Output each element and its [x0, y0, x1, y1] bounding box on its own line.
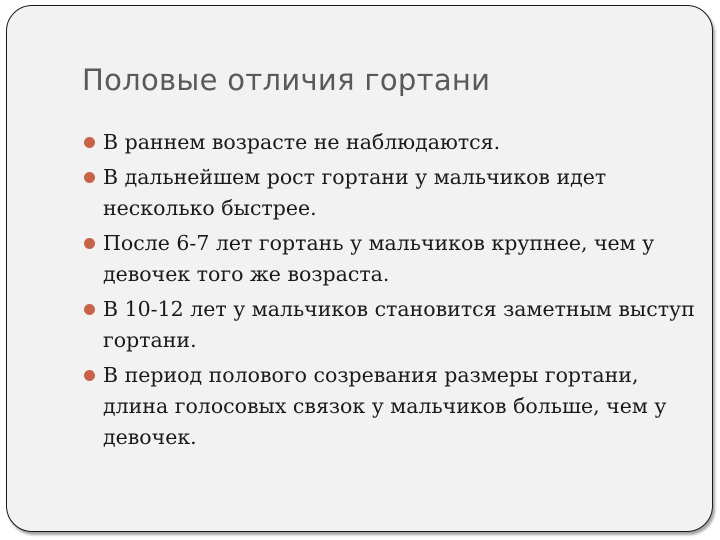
bullet-text: В 10-12 лет у мальчиков становится заметным выступ гортани. — [103, 297, 695, 352]
bullet-dot-icon — [84, 304, 95, 315]
bullet-dot-icon — [84, 370, 95, 381]
bullet-text: После 6-7 лет гортань у мальчиков крупнее, чем у девочек того же возраста. — [103, 231, 655, 286]
bullet-item — [84, 127, 704, 158]
bullet-dot-icon — [84, 172, 95, 183]
bullet-item — [84, 162, 704, 224]
bullet-dot-icon — [84, 238, 95, 249]
bullet-item — [84, 294, 704, 356]
bullet-list — [84, 127, 704, 457]
bullet-text: В раннем возрасте не наблюдаются. — [103, 130, 501, 154]
bullet-text: В период полового созревания размеры гортани, длина голосовых связок у мальчиков больше, чем у девочек. — [103, 363, 667, 449]
bullet-item — [84, 360, 704, 453]
slide — [6, 5, 713, 532]
bullet-dot-icon — [84, 137, 95, 148]
bullet-item — [84, 228, 704, 290]
slide-title: Половые отличия гортани — [82, 63, 491, 97]
bullet-text: В дальнейшем рост гортани у мальчиков идет несколько быстрее. — [103, 165, 607, 220]
